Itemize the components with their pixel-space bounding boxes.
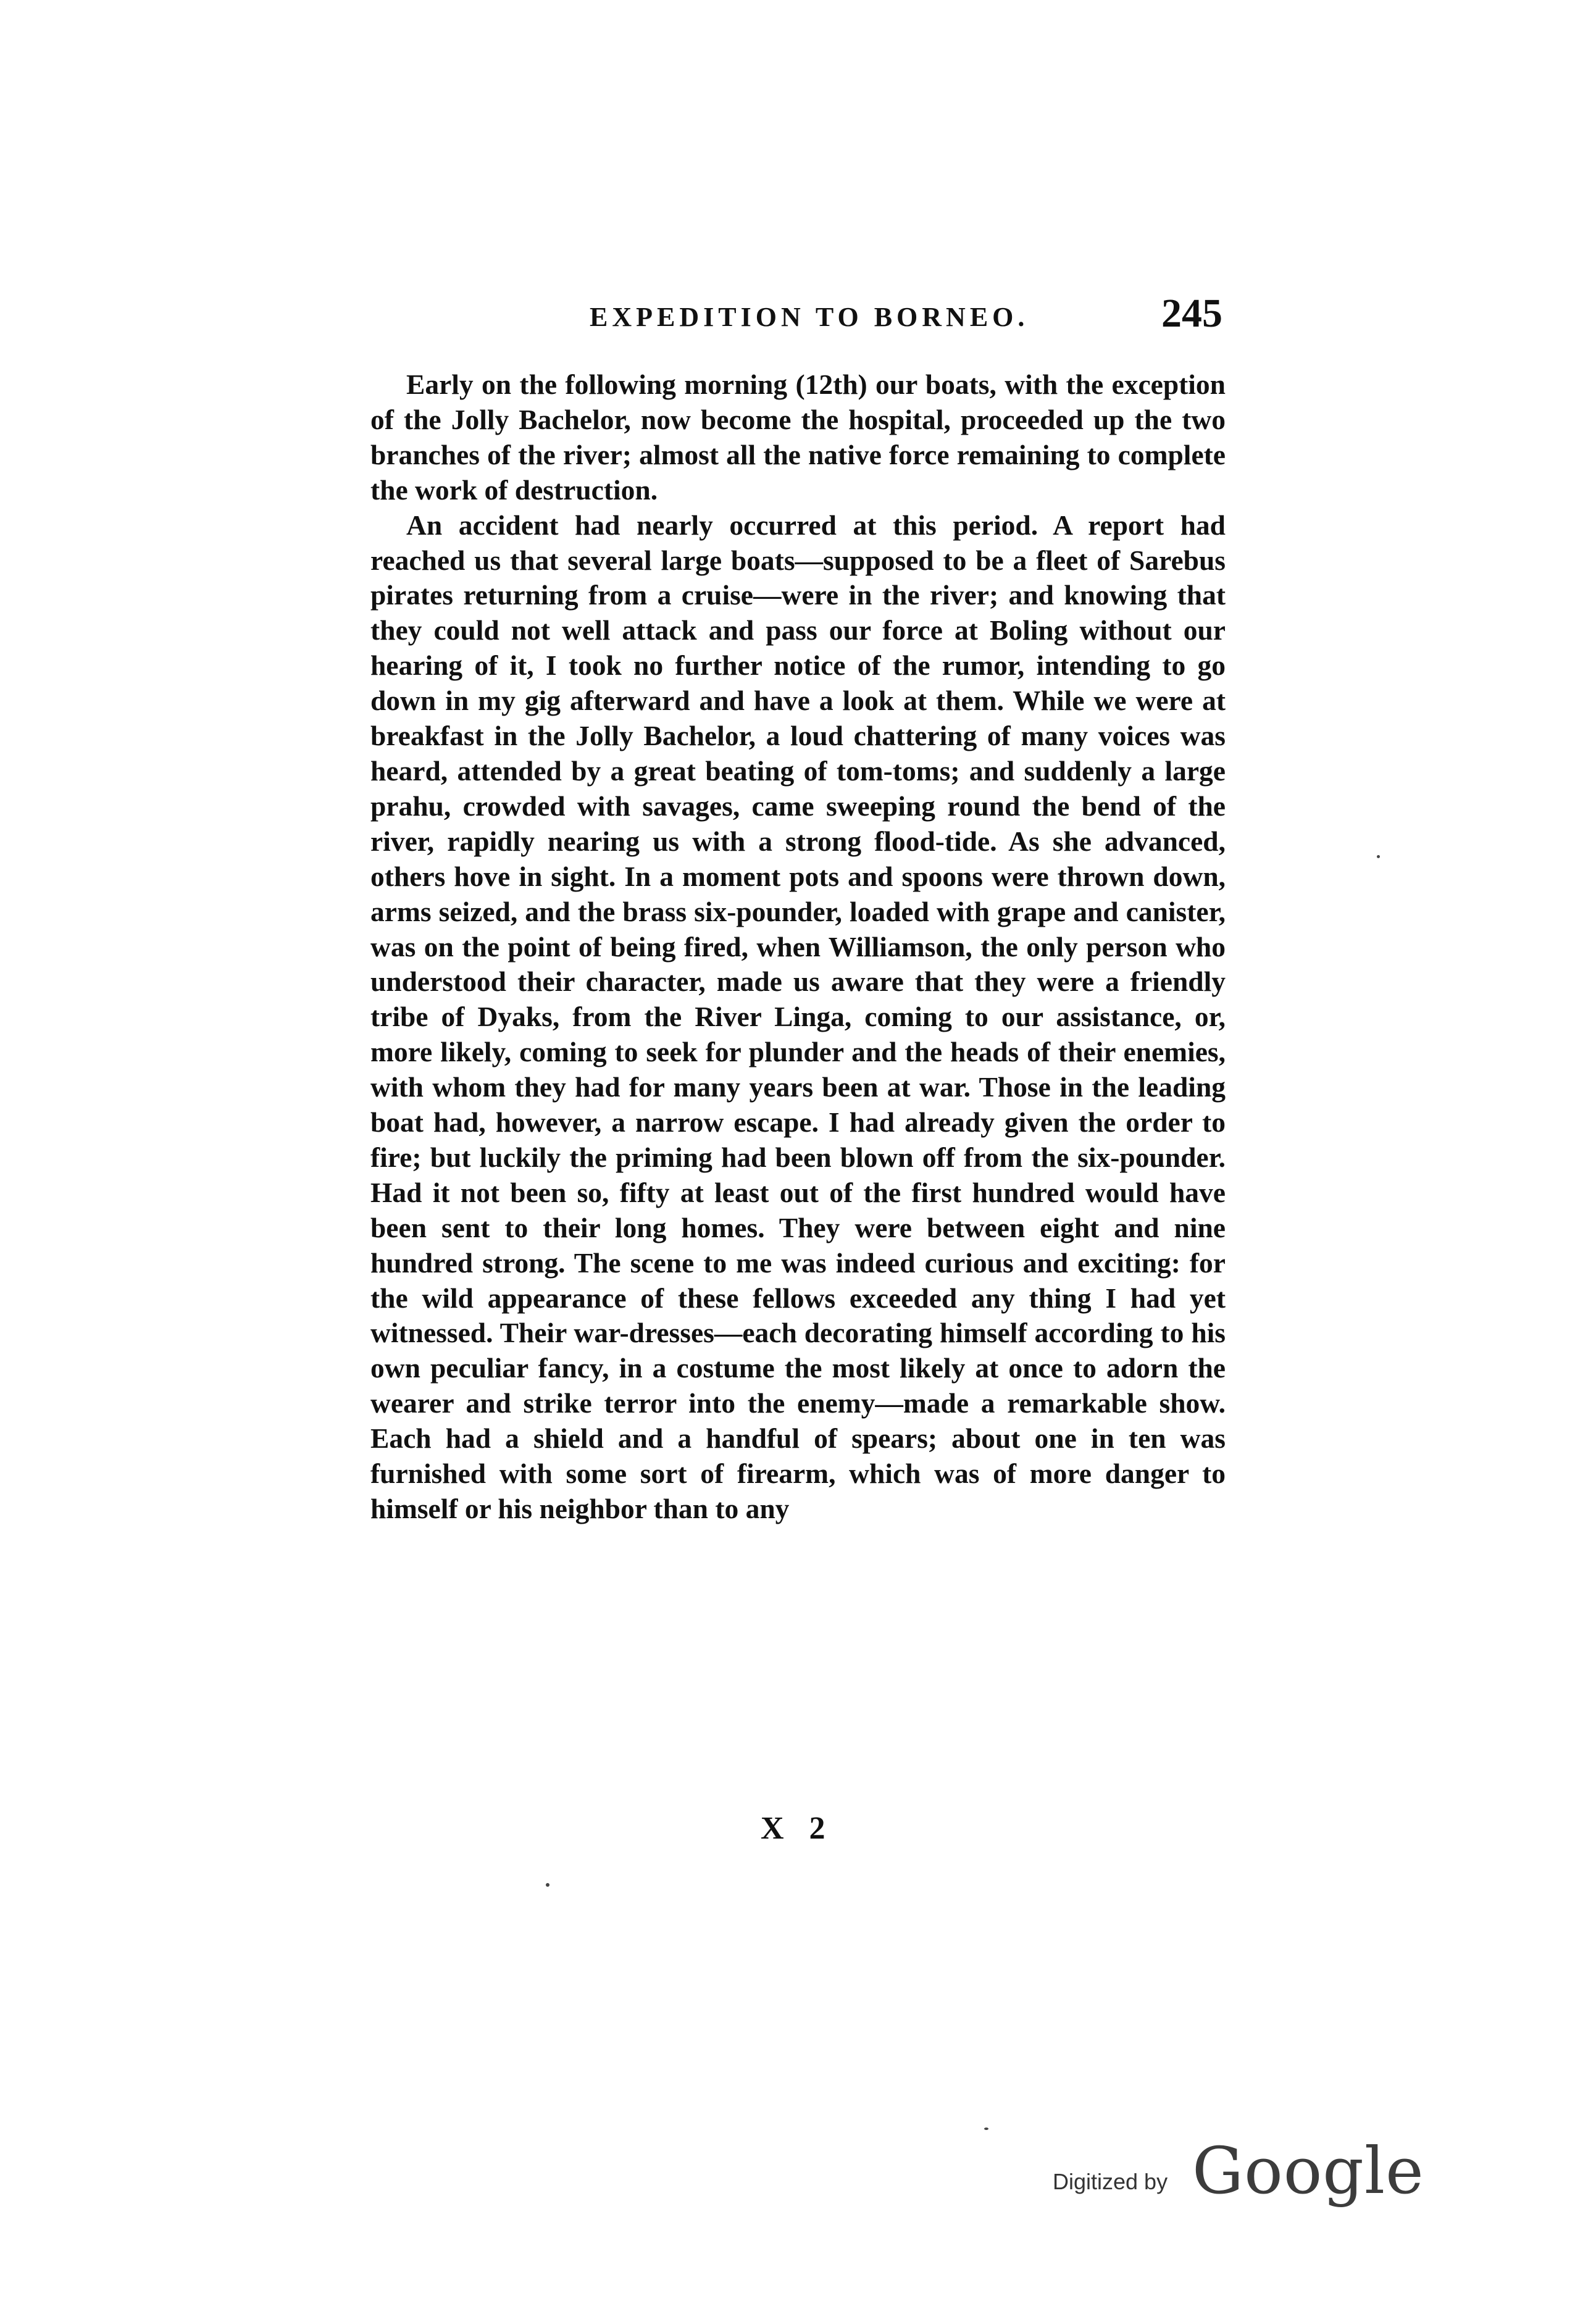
signature-mark: X 2: [761, 1811, 834, 1846]
scan-speck: [546, 1883, 549, 1887]
body-text: [370, 367, 1226, 1527]
page-header: [377, 290, 1222, 340]
scan-speck: [1377, 855, 1380, 858]
page-number: 245: [1161, 291, 1222, 336]
scan-speck: [984, 2128, 988, 2130]
google-logo: Google: [1192, 2133, 1424, 2208]
digitized-label: Digitized by: [1053, 2169, 1168, 2194]
digitized-by-watermark: [1053, 2133, 1424, 2213]
running-title: EXPEDITION TO BORNEO.: [590, 302, 1029, 332]
paragraph-1: Early on the following morning (12th) our boats, with the exception of the Jolly Bachelor, now become the hospital, proceeded up the two branches of the river; almost all the native force remaining to complete the work of destruction.: [370, 369, 1226, 506]
paragraph-2: An accident had nearly occurred at this period. A report had reached us that several large boats—supposed to be a fleet of Sarebus pirates returning from a cruise—were in the river; and knowing that they could not well attack and pass our force at Boling without our hearing of it, I took no further notice of the rumor, intending to go down in my gig afterward and have a look at them. While we were at breakfast in the Jolly Bachelor, a loud chattering of many voices was heard, attended by a great beating of tom-toms; and suddenly a large prahu, crowded with savages, came sweeping round the bend of the river, rapidly nearing us with a strong flood-tide. As she advanced, others hove in sight. In a moment pots and spoons were thrown down, arms seized, and the brass six-pounder, loaded with grape and canister, was on the point of being fired, when Williamson, the only person who understood their character, made us aware that they were a friendly tribe of Dyaks, from the River Linga, coming to our assistance, or, more likely, coming to seek for plunder and the heads of their enemies, with whom they had for many years been at war. Those in the leading boat had, however, a narrow escape. I had already given the order to fire; but luckily the priming had been blown off from the six-pounder. Had it not been so, fifty at least out of the first hundred would have been sent to their long homes. They were between eight and nine hundred strong. The scene to me was indeed curious and exciting: for the wild appearance of these fellows exceeded any thing I had yet witnessed. Their war-dresses—each decorating himself according to his own peculiar fancy, in a costume the most likely at once to adorn the wearer and strike terror into the enemy—made a remarkable show. Each had a shield and a handful of spears; about one in ten was furnished with some sort of firearm, which was of more danger to himself or his neighbor than to any: [370, 509, 1226, 1524]
